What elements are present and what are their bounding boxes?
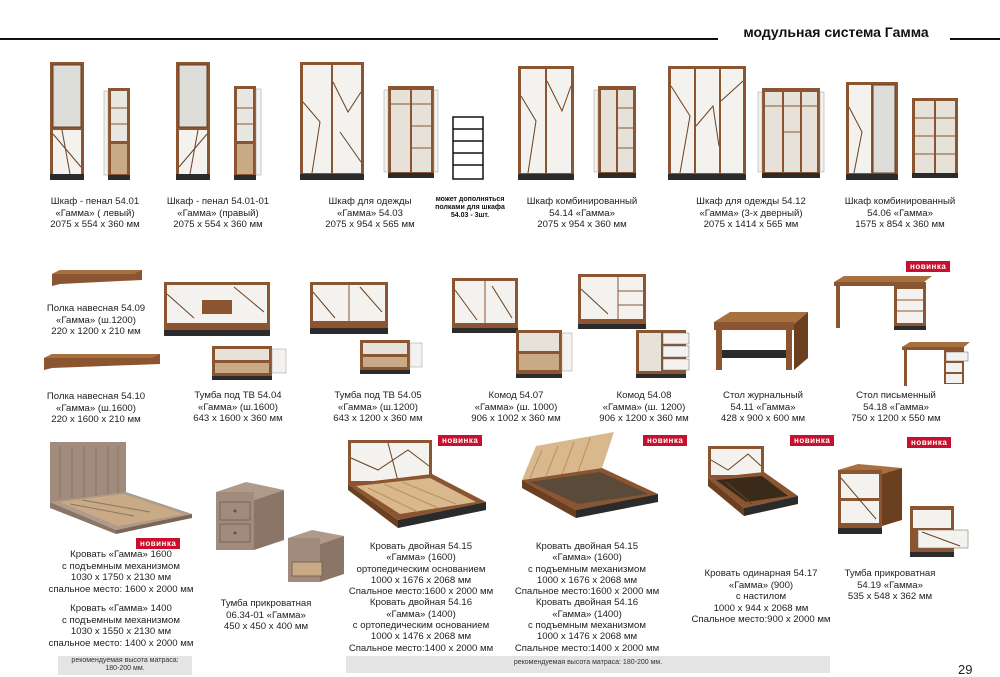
caption-line: 54.19 «Гамма» xyxy=(857,579,923,591)
caption-line: «Гамма» ( левый) xyxy=(55,207,135,219)
caption-line: Спальное место:1600 x 2000 мм xyxy=(514,586,660,598)
header-rule-right xyxy=(950,38,1000,40)
caption-line: 54.14 «Гамма» xyxy=(549,207,615,219)
caption-line: «Гамма» (ш.1200) xyxy=(338,401,418,413)
wardrobe-5406-open-image xyxy=(910,98,960,182)
caption-line: 220 x 1200 x 210 мм xyxy=(51,326,141,337)
desk-open-image xyxy=(902,342,972,390)
komod-5407-open-image xyxy=(516,330,576,380)
caption-line: «Гамма» (1600) xyxy=(386,552,456,564)
caption-line: Комод 54.08 xyxy=(616,390,672,401)
caption-line: Тумба прикроватная xyxy=(844,568,936,579)
caption-line: спальное место: 1600 x 2000 мм xyxy=(48,583,194,595)
caption-bed-5415-ortho xyxy=(344,541,498,654)
coffee-table-image xyxy=(714,312,810,374)
bed-5417-image xyxy=(708,446,800,526)
caption-bed-5417 xyxy=(686,568,836,626)
caption-line: Стол письменный xyxy=(856,390,936,401)
new-badge: новинка xyxy=(438,435,482,446)
caption-line: Полка навесная 54.10 xyxy=(46,391,146,402)
caption-penal-right xyxy=(158,196,278,231)
caption-line: 2075 x 954 x 565 мм xyxy=(325,219,415,230)
caption-line: Спальное место:1400 x 2000 мм xyxy=(348,642,494,654)
caption-line: Шкаф комбинированный xyxy=(526,196,638,207)
caption-line: 428 x 900 x 600 мм xyxy=(720,413,806,424)
caption-line: Кровать двойная 54.16 xyxy=(369,597,473,609)
caption-line: 643 x 1200 x 360 мм xyxy=(333,413,423,424)
caption-shelf-5410 xyxy=(40,391,152,426)
mattress-note-left xyxy=(58,656,192,675)
caption-line: с подъемным механизмом xyxy=(62,614,180,626)
caption-line: Комод 54.07 xyxy=(488,390,544,401)
penal-right-open-image xyxy=(232,86,264,182)
caption-line: Тумба под ТВ 54.04 xyxy=(194,390,282,401)
shelf-5410-image xyxy=(44,354,162,374)
caption-line: Тумба прикроватная xyxy=(220,598,312,609)
caption-line: Кровать одинарная 54.17 xyxy=(704,568,818,579)
caption-line: 906 x 1200 x 360 мм xyxy=(599,413,689,424)
caption-komod-5408 xyxy=(584,390,704,425)
wardrobe-5414-open-image xyxy=(594,86,642,182)
caption-bed-1400 xyxy=(46,603,196,649)
new-badge: новинка xyxy=(790,435,834,446)
caption-line: Шкаф для одежды xyxy=(328,196,412,207)
caption-line: 1575 x 854 x 360 мм xyxy=(855,219,945,230)
caption-nightstand-5419 xyxy=(830,568,950,603)
caption-line: 535 x 548 x 362 мм xyxy=(847,591,933,602)
penal-left-open-image xyxy=(104,88,134,182)
bed-5415-ortho-image xyxy=(348,440,488,532)
caption-line: Полка навесная 54.09 xyxy=(46,303,146,314)
caption-line: «Гамма» (ш.1600) xyxy=(56,402,136,414)
caption-shelf-5409 xyxy=(40,303,152,338)
caption-line: Кровать двойная 54.15 xyxy=(535,541,639,552)
caption-line: «Гамма» (1600) xyxy=(552,552,622,564)
tv-stand-5405-open-image xyxy=(360,340,426,376)
nightstand-5419-closed-image xyxy=(838,464,904,538)
caption-line: 1000 x 1676 x 2068 мм xyxy=(536,574,638,586)
bed-5415-lift-image xyxy=(522,432,660,524)
new-badge: новинка xyxy=(907,437,951,448)
caption-line: 2075 x 554 x 360 мм xyxy=(50,219,140,230)
caption-line: Кровать двойная 54.15 xyxy=(369,541,473,552)
caption-line: 1000 x 944 x 2068 мм xyxy=(713,602,809,614)
caption-line: Спальное место:1600 x 2000 мм xyxy=(348,586,494,598)
caption-line: ортопедическим основанием xyxy=(356,563,486,575)
penal-right-closed-image xyxy=(176,62,212,182)
header-rule-left xyxy=(0,38,718,40)
caption-nightstand-0634 xyxy=(206,598,326,633)
caption-line: с настилом xyxy=(735,591,787,602)
caption-tv-5405 xyxy=(318,390,438,425)
caption-line: с подъемным механизмом xyxy=(62,560,180,572)
wardrobe-5412-open-image xyxy=(758,88,826,182)
penal-left-closed-image xyxy=(50,62,86,182)
shelves-note xyxy=(428,196,512,220)
caption-line: спальное место: 1400 x 2000 мм xyxy=(48,637,194,649)
caption-line: 2075 x 954 x 360 мм xyxy=(537,219,627,230)
caption-penal-left xyxy=(40,196,150,231)
caption-line: «Гамма» (ш. 1200) xyxy=(602,401,686,413)
caption-line: Спальное место:900 x 2000 мм xyxy=(691,614,831,625)
shelves-outline-icon xyxy=(452,116,484,180)
caption-line: с ортопедическим основанием xyxy=(352,620,490,632)
caption-line: 906 x 1002 x 360 мм xyxy=(471,413,561,424)
caption-line: «Гамма» (1400) xyxy=(552,608,622,620)
caption-line: 1000 x 1476 x 2068 мм xyxy=(536,631,638,643)
caption-line: 2075 x 554 x 360 мм xyxy=(173,219,263,230)
caption-bed-5415-lift xyxy=(512,541,662,654)
mattress-note-mid xyxy=(346,656,830,673)
caption-line: 1030 x 1550 x 2130 мм xyxy=(70,626,172,637)
note-line: может дополняться xyxy=(435,196,505,203)
velvet-bed-image xyxy=(46,442,196,534)
caption-line: 1000 x 1676 x 2068 мм xyxy=(370,574,472,586)
caption-wardrobe-5414 xyxy=(522,196,642,231)
caption-line: 54.06 «Гамма» xyxy=(867,207,933,219)
page-title: модульная система Гамма xyxy=(743,24,929,40)
caption-line: 06.34-01 «Гамма» xyxy=(226,609,306,621)
caption-tv-5404 xyxy=(178,390,298,425)
caption-line: с подъемным механизмом xyxy=(528,620,646,632)
komod-5408-closed-image xyxy=(578,274,648,330)
caption-line: Шкаф - пенал 54.01-01 xyxy=(166,196,270,207)
caption-desk xyxy=(836,390,956,425)
wardrobe-5406-closed-image xyxy=(846,82,900,182)
caption-line: «Гамма» (ш.1600) xyxy=(198,401,278,413)
wardrobe-5412-closed-image xyxy=(668,66,748,182)
page-number: 29 xyxy=(958,662,973,677)
note-line: 54.03 - 3шт. xyxy=(450,212,490,219)
caption-coffee-table xyxy=(708,390,818,425)
caption-line: 2075 x 1414 x 565 мм xyxy=(703,219,799,230)
tv-stand-5404-open-image xyxy=(212,346,290,382)
new-badge: новинка xyxy=(906,261,950,272)
caption-wardrobe-5406 xyxy=(838,196,962,231)
caption-komod-5407 xyxy=(456,390,576,425)
caption-line: 750 x 1200 x 550 мм xyxy=(851,413,941,424)
caption-line: «Гамма» (правый) xyxy=(177,207,259,219)
caption-line: 643 x 1600 x 360 мм xyxy=(193,413,283,424)
nightstand-5419-open-image xyxy=(910,502,972,558)
desk-closed-image xyxy=(834,276,934,332)
new-badge: новинка xyxy=(643,435,687,446)
caption-line: Кровать «Гамма» 1600 xyxy=(70,549,172,560)
caption-wardrobe-5403 xyxy=(310,196,430,231)
caption-bed-1600 xyxy=(46,549,196,595)
caption-line: «Гамма» (900) xyxy=(728,579,794,591)
caption-line: 220 x 1600 x 210 мм xyxy=(51,414,141,425)
caption-line: Кровать двойная 54.16 xyxy=(535,597,639,609)
caption-line: «Гамма» (3-х дверный) xyxy=(699,207,803,219)
wardrobe-5414-closed-image xyxy=(518,66,576,182)
caption-wardrobe-5412 xyxy=(686,196,816,231)
caption-line: 1030 x 1750 x 2130 мм xyxy=(70,572,172,583)
tv-stand-5404-closed-image xyxy=(164,282,272,338)
caption-line: «Гамма» 54.03 xyxy=(337,207,403,219)
caption-line: с подъемным механизмом xyxy=(528,563,646,575)
caption-line: «Гамма» (ш.1200) xyxy=(56,314,136,326)
velvet-nightstand-closed-image xyxy=(216,482,286,554)
wardrobe-5403-closed-image xyxy=(300,62,366,182)
caption-line: Шкаф для одежды 54.12 xyxy=(696,196,806,207)
caption-line: 450 x 450 x 400 мм xyxy=(223,621,309,632)
caption-line: Стол журнальный xyxy=(723,390,803,401)
note-line: полками для шкафа xyxy=(435,204,505,211)
komod-5408-open-image xyxy=(636,330,692,378)
shelf-5409-image xyxy=(52,270,144,292)
velvet-nightstand-open-image xyxy=(288,530,348,586)
caption-line: Тумба под ТВ 54.05 xyxy=(334,390,422,401)
caption-line: Шкаф - пенал 54.01 xyxy=(50,196,140,207)
komod-5407-closed-image xyxy=(452,278,520,334)
caption-line: «Гамма» (1400) xyxy=(386,608,456,620)
caption-line: 54.11 «Гамма» xyxy=(730,401,796,413)
tv-stand-5405-closed-image xyxy=(310,282,390,338)
new-badge: новинка xyxy=(136,538,180,549)
wardrobe-5403-open-image xyxy=(384,86,440,182)
note-line: рекомендуемая высота матраса: xyxy=(71,657,179,664)
note-line: 180-200 мм. xyxy=(105,665,145,672)
caption-line: 1000 x 1476 x 2068 мм xyxy=(370,631,472,643)
caption-line: Спальное место:1400 x 2000 мм xyxy=(514,642,660,654)
caption-line: Шкаф комбинированный xyxy=(844,196,956,207)
note-line: рекомендуемая высота матраса: 180-200 мм. xyxy=(513,659,663,666)
caption-line: 54.18 «Гамма» xyxy=(863,401,929,413)
caption-line: Кровать «Гамма» 1400 xyxy=(70,603,172,614)
caption-line: «Гамма» (ш. 1000) xyxy=(474,401,558,413)
